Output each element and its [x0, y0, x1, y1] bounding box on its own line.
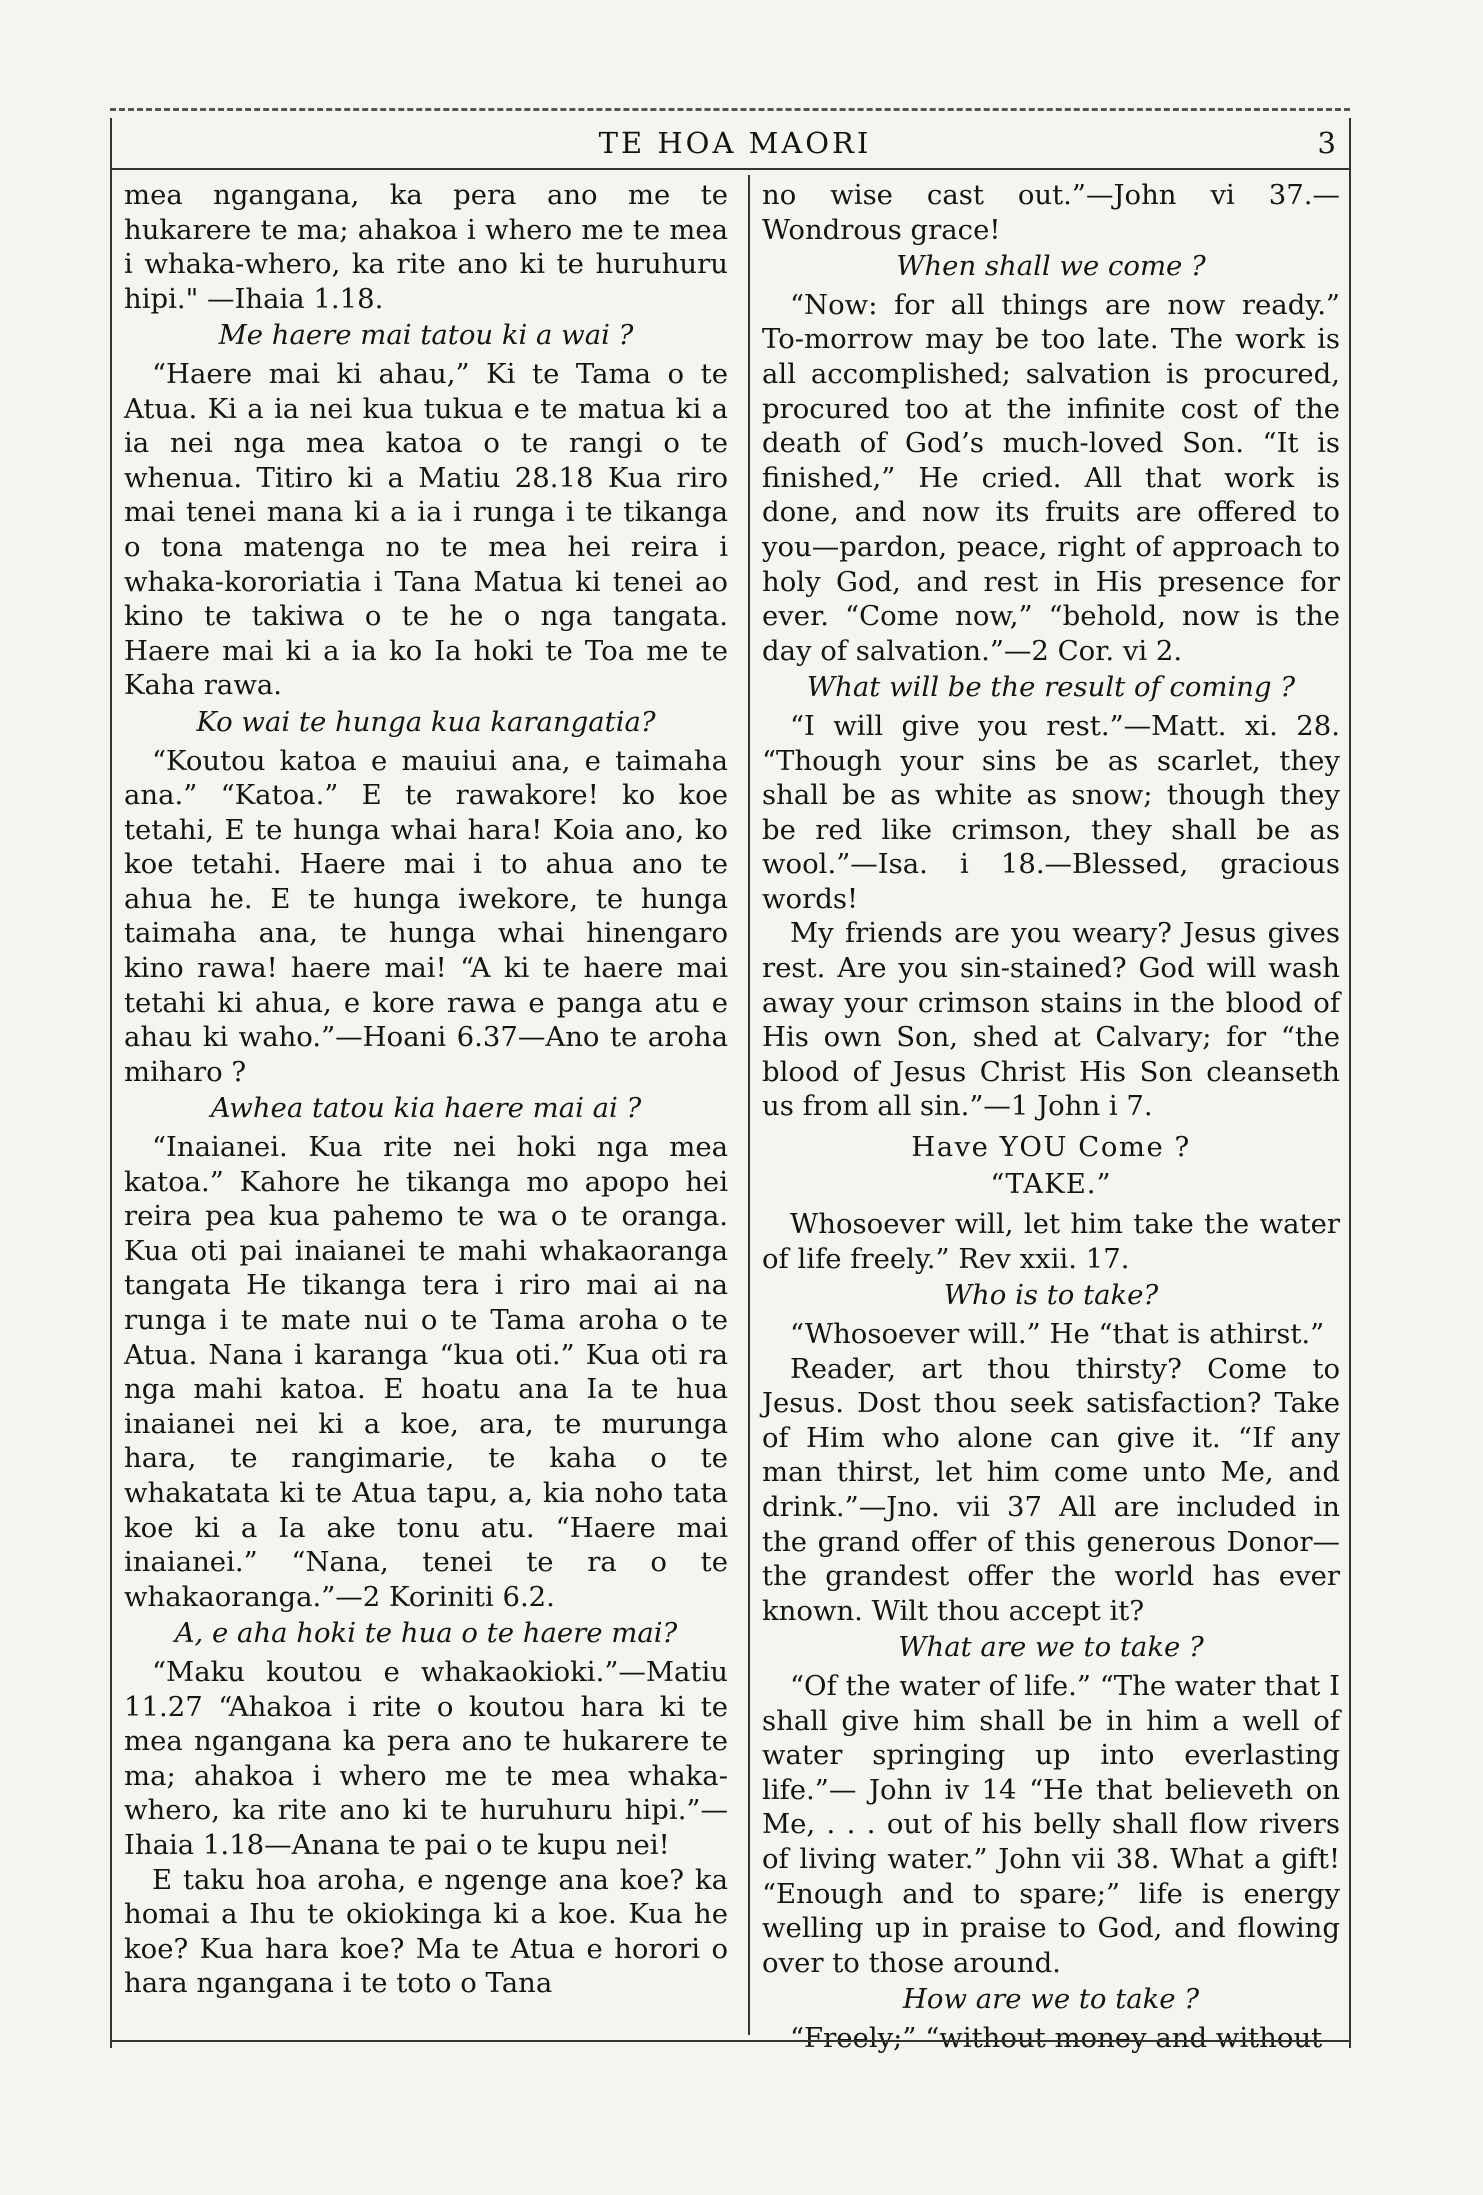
paragraph: “Freely;” “without money and without — [790, 2021, 1323, 2054]
column-divider — [748, 175, 750, 2035]
page-number: 3 — [1317, 126, 1336, 160]
section-subheading: Ko wai te hunga kua karangatia? — [196, 705, 656, 738]
section-subheading: How are we to take ? — [902, 1983, 1200, 2016]
right-column — [762, 178, 1340, 2055]
left-column — [124, 178, 728, 2001]
paragraph: “I will give you rest.”—Matt. xi. 28. “Though your sins be as scarlet, they shall be as white as snow; though they be red like crimson, they shall be as wool.”—Isa. i 18.—Blessed, gracious words! — [762, 709, 1340, 915]
paragraph: no wise cast out.”—John vi 37.—Wondrous grace! — [762, 179, 1340, 246]
header-rule — [112, 168, 1349, 170]
paragraph: “Whosoever will.” He “that is athirst.” — [790, 1318, 1325, 1350]
section-subheading: Who is to take? — [943, 1279, 1159, 1312]
page-header — [130, 122, 1340, 166]
paragraph: Whosoever will, let him take the water of life freely.” Rev xxii. 17. — [762, 1208, 1340, 1275]
page-title: TE HOA MAORI — [598, 126, 872, 160]
right-border-rule — [1349, 118, 1351, 2048]
section-heading: “TAKE.” — [990, 1167, 1112, 1200]
paragraph: “Koutou katoa e mauiui ana, e taimaha ana.” “Katoa.” E te rawakore! ko koe tetahi, E te hunga whai hara! Koia ano, ko koe tetahi. Haere mai i to ahua ano te ahua he. E te hunga iwekore, te hunga taimaha ana, te hunga whai hinengaro kino rawa! haere mai! “A ki te haere mai tetahi ki ahua, e kore rawa e panga atu e ahau ki waho.”—Hoani 6.37—Ano te aroha miharo ? — [124, 744, 728, 1088]
paragraph: My friends are you weary? Jesus gives rest. Are you sin-stained? God will wash away your crimson stains in the blood of His own Son, shed at Calvary; for “the blood of Jesus Christ His Son cleanseth us from all sin.”—1 John i 7. — [762, 917, 1340, 1123]
paragraph: E taku hoa aroha, e ngenge ana koe? ka homai a Ihu te okiokinga ki a koe. Kua he koe? Kua hara koe? Ma te Atua e horori o hara ngangana i te toto o Tana — [124, 1863, 728, 2000]
paragraph: Reader, art thou thirsty? Come to Jesus. Dost thou seek satisfaction? Take of Him who alone can give it. “If any man thirst, let him come unto Me, and drink.”—Jno. vii 37 All are included in the grand offer of this generous Donor—the grandest offer the world has ever known. Wilt thou accept it? — [762, 1352, 1340, 1627]
section-heading: Have YOU Come ? — [911, 1131, 1191, 1164]
section-subheading: When shall we come ? — [896, 250, 1206, 283]
paragraph: “Now: for all things are now ready.” To-morrow may be too late. The work is all accomplished; salvation is procured, procured too at the infinite cost of the death of God’s much-loved Son. “It is finished,” He cried. All that work is done, and now its fruits are offered to you—pardon, peace, right of approach to holy God, and rest in His presence for ever. “Come now,” “behold, now is the day of salvation.”—2 Cor. vi 2. — [762, 288, 1340, 667]
section-subheading: What will be the result of coming ? — [806, 671, 1296, 704]
bottom-rule — [112, 2040, 1349, 2042]
paragraph: “Haere mai ki ahau,” Ki te Tama o te Atua. Ki a ia nei kua tukua e te matua ki a ia nei nga mea katoa o te rangi o te whenua. Titiro ki a Matiu 28.18 Kua riro mai tenei mana ki a ia i runga i te tikanga o tona matenga no te mea hei reira i whaka-kororiatia i Tana Matua ki tenei ao kino te takiwa o te he o nga tangata. Haere mai ki a ia ko Ia hoki te Toa me te Kaha rawa. — [124, 357, 728, 702]
left-border-rule — [110, 118, 112, 2048]
paragraph: “Of the water of life.” “The water that I shall give him shall be in him a well of water springing up into everlasting life.”— John iv 14 “He that believeth on Me, . . . out of his belly shall flow rivers of living water.” John vii 38. What a gift! “Enough and to spare;” life is energy welling up in praise to God, and flowing over to those around. — [762, 1669, 1340, 1979]
section-subheading: What are we to take ? — [898, 1631, 1204, 1664]
section-subheading: Awhea tatou kia haere mai ai ? — [210, 1092, 642, 1125]
section-subheading: A, e aha hoki te hua o te haere mai? — [174, 1617, 678, 1650]
paragraph: “Maku koutou e whakaokioki.”—Matiu 11.27 “Ahakoa i rite o koutou hara ki te mea ngangana ka pera ano te hukarere te ma; ahakoa i whero me te mea whaka-whero, ka rite ano ki te huruhuru hipi.”— Ihaia 1.18—Anana te pai o te kupu nei! — [124, 1655, 728, 1861]
top-dashed-rule — [110, 108, 1350, 111]
section-subheading: Me haere mai tatou ki a wai ? — [218, 319, 634, 352]
paragraph: “Inaianei. Kua rite nei hoki nga mea katoa.” Kahore he tikanga mo apopo hei reira pea kua pahemo te wa o te oranga. Kua oti pai inaianei te mahi whakaoranga tangata He tikanga tera i riro mai ai na runga i te mate nui o te Tama aroha o te Atua. Nana i karanga “kua oti.” Kua oti ra nga mahi katoa. E hoatu ana Ia te hua inaianei nei ki a koe, ara, te murunga hara, te rangimarie, te kaha o te whakatata ki te Atua tapu, a, kia noho tata koe ki a Ia ake tonu atu. “Haere mai inaianei.” “Nana, tenei te ra o te whakaoranga.”—2 Koriniti 6.2. — [124, 1131, 728, 1613]
paragraph: mea ngangana, ka pera ano me te hukarere te ma; ahakoa i whero me te mea i whaka-whero, ka rite ano ki te huruhuru hipi." —Ihaia 1.18. — [124, 179, 728, 315]
